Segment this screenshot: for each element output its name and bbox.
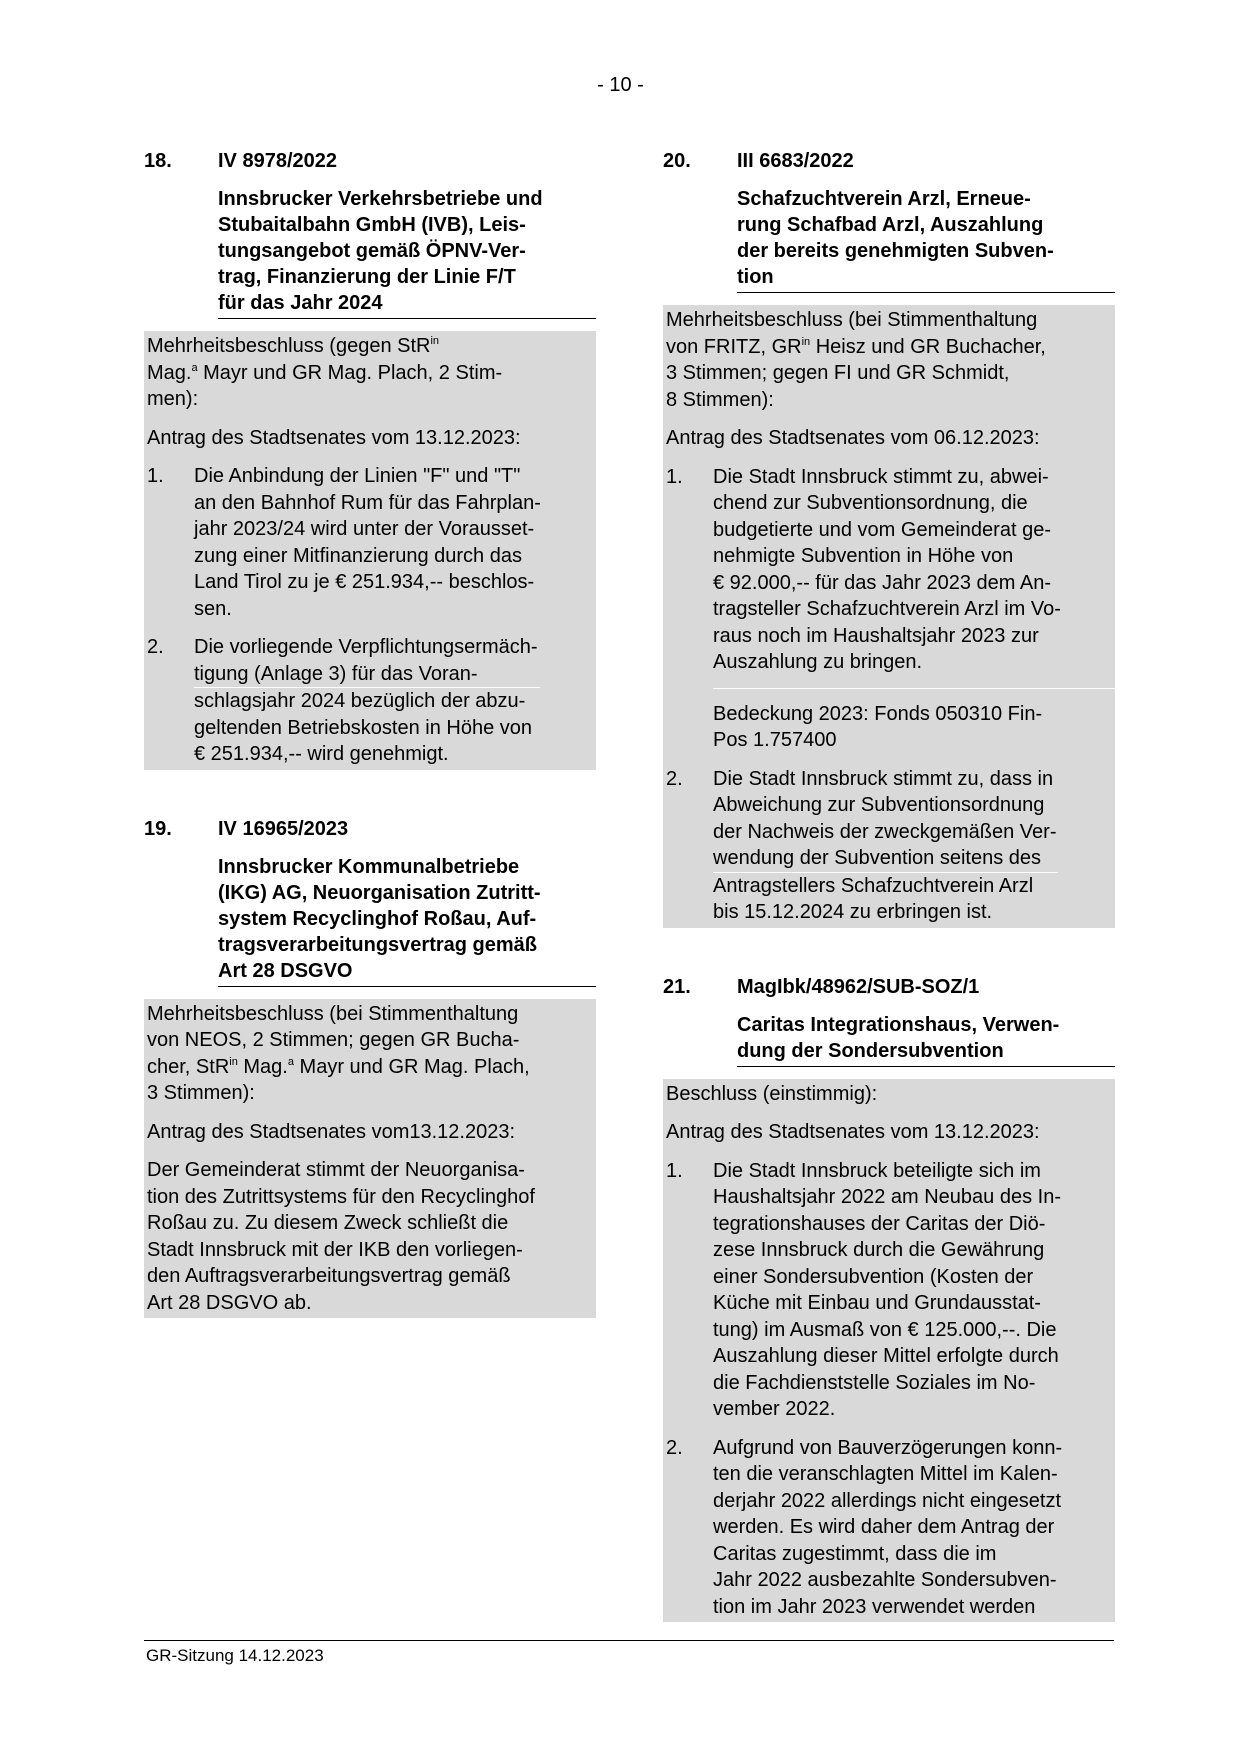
list-item <box>666 766 1113 926</box>
superscript: in <box>801 335 811 348</box>
text-line: Stadt Innsbruck mit der IKB den vorliegen- <box>147 1238 523 1261</box>
title-line: tungsangebot gemäß ÖPNV-Ver- <box>218 240 526 262</box>
antrag-line: Antrag des Stadtsenates vom 06.12.2023: <box>666 427 1040 449</box>
item-number: 20. <box>663 150 691 172</box>
text-line: Die Anbindung der Linien "F" und "T" <box>194 465 521 487</box>
list-number: 1. <box>147 465 164 487</box>
text-line: sen. <box>194 597 232 620</box>
text-line: werden. Es wird daher dem Antrag der <box>713 1516 1055 1538</box>
text-line: Jahr 2022 ausbezahlte Sondersubven- <box>713 1569 1057 1591</box>
footer-text: GR-Sitzung 14.12.2023 <box>146 1646 324 1665</box>
item-title <box>737 1012 1115 1067</box>
text-line: wendung der Subvention seitens des <box>713 847 1042 869</box>
resolution-box <box>663 1079 1115 1623</box>
text-line: nehmigte Subvention in Höhe von <box>713 545 1014 567</box>
text-line: jahr 2023/24 wird unter der Vorausset- <box>194 518 535 540</box>
decision-text <box>666 307 1113 413</box>
resolution-box <box>144 999 596 1319</box>
text-line: bis 15.12.2024 zu erbringen ist. <box>713 901 993 923</box>
title-line: Stubaitalbahn GmbH (IVB), Leis- <box>218 214 526 236</box>
text-line: Die vorliegende Verpflichtungsermäch- <box>194 636 538 658</box>
text-line: Land Tirol zu je € 251.934,-- beschlos- <box>194 571 535 593</box>
item-reference: IV 16965/2023 <box>218 817 349 840</box>
list-item <box>147 463 594 622</box>
item-number: 19. <box>144 817 172 840</box>
text-part: 3 Stimmen; gegen FI und GR Schmidt, <box>666 362 1010 384</box>
item-title <box>218 854 596 987</box>
footer-divider <box>144 1640 1114 1641</box>
title-line: trag, Finanzierung der Linie F/T <box>218 266 516 288</box>
text-line: € 251.934,-- wird genehmigt. <box>194 743 449 765</box>
text-part: 8 Stimmen): <box>666 388 774 411</box>
text-line: Antragstellers Schafzuchtverein Arzl <box>713 874 1034 897</box>
text-line: zung einer Mitfinanzierung durch das <box>194 544 522 567</box>
text-part: Mehrheitsbeschluss (gegen StR <box>147 335 431 357</box>
text-line: € 92.000,-- für das Jahr 2023 dem An- <box>713 571 1051 594</box>
text-line: Der Gemeinderat stimmt der Neuorganisa- <box>147 1159 525 1181</box>
text-part: Heisz und GR Buchacher, <box>810 335 1046 358</box>
item-heading <box>663 974 1115 1000</box>
title-line: rung Schafbad Arzl, Auszahlung <box>737 214 1044 236</box>
list-item <box>666 1158 1113 1423</box>
text-line: tragsteller Schafzuchtverein Arzl im Vo- <box>713 598 1061 620</box>
list-number: 2. <box>666 767 683 790</box>
text-line: an den Bahnhof Rum für das Fahrplan- <box>194 491 541 514</box>
text-line: Caritas zugestimmt, dass die im <box>713 1542 997 1565</box>
item-reference: MagIbk/48962/SUB-SOZ/1 <box>737 975 980 998</box>
title-line: Innsbrucker Kommunalbetriebe <box>218 855 520 878</box>
title-line: Innsbrucker Verkehrsbetriebe und <box>218 188 543 210</box>
title-line: für das Jahr 2024 <box>218 292 383 314</box>
antrag-line: Antrag des Stadtsenates vom 13.12.2023: <box>147 426 521 449</box>
superscript: a <box>191 361 198 374</box>
text-part: Mayr und GR Mag. Plach, 2 Stim- <box>197 361 503 384</box>
page-number: - 10 - <box>597 74 644 96</box>
list-text <box>194 634 538 768</box>
list-text <box>713 464 1061 676</box>
text-line: der Nachweis der zweckgemäßen Ver- <box>713 820 1057 843</box>
text-line: Die Stadt Innsbruck beteiligte sich im <box>713 1159 1041 1182</box>
title-line: Art 28 DSGVO <box>218 959 353 982</box>
resolution-box <box>144 331 596 770</box>
text-line: schlagsjahr 2024 bezüglich der abzu- <box>194 690 526 712</box>
list-item <box>147 634 594 768</box>
text-line: tung) im Ausmaß von € 125.000,--. Die <box>713 1318 1057 1341</box>
item-reference: III 6683/2022 <box>737 150 854 172</box>
resolution-box <box>663 305 1115 928</box>
text-line: tion des Zutrittsystems für den Recyclinghof <box>147 1185 535 1208</box>
text-line: Pos 1.757400 <box>713 729 837 751</box>
superscript: in <box>430 335 440 347</box>
antrag-line: Antrag des Stadtsenates vom 13.12.2023: <box>666 1121 1040 1143</box>
item-heading <box>144 148 596 174</box>
agenda-item-21 <box>663 974 1115 1623</box>
list-item <box>666 464 1113 676</box>
list-text <box>713 766 1056 926</box>
decision-text <box>147 1001 594 1107</box>
text-line: chend zur Subventionsordnung, die <box>713 492 1028 514</box>
text-line: Aufgrund von Bauverzögerungen konn- <box>713 1436 1063 1459</box>
item-number: 18. <box>144 150 172 172</box>
title-line: dung der Sondersubvention <box>737 1039 1004 1062</box>
text-line: Auszahlung dieser Mittel erfolgte durch <box>713 1345 1059 1367</box>
antrag-line: Antrag des Stadtsenates vom13.12.2023: <box>147 1120 516 1143</box>
text-part: 3 Stimmen): <box>147 1082 255 1104</box>
title-line: tragsverarbeitungsvertrag gemäß <box>218 933 538 956</box>
list-text <box>713 1435 1062 1621</box>
right-column <box>663 148 1115 1622</box>
text-line: Art 28 DSGVO ab. <box>147 1291 312 1314</box>
text-part: Mehrheitsbeschluss (bei Stimmenthaltung <box>666 309 1038 331</box>
item-heading <box>663 148 1115 174</box>
list-item <box>666 1435 1113 1621</box>
text-line: tigung (Anlage 3) für das Voran- <box>194 662 478 685</box>
item-number: 21. <box>663 975 691 998</box>
text-line: Die Stadt Innsbruck stimmt zu, abwei- <box>713 465 1049 488</box>
text-line: den Auftragsverarbeitungsvertrag gemäß <box>147 1265 511 1287</box>
list-number: 1. <box>666 465 683 488</box>
agenda-item-19 <box>144 816 596 1319</box>
text-line: raus noch im Haushaltsjahr 2023 zur <box>713 624 1039 647</box>
title-line: tion <box>737 266 774 288</box>
agenda-item-20 <box>663 148 1115 928</box>
text-line: einer Sondersubvention (Kosten der <box>713 1265 1034 1288</box>
item-title <box>218 186 596 319</box>
text-line: tion im Jahr 2023 verwendet werden <box>713 1595 1036 1618</box>
title-line: der bereits genehmigten Subven- <box>737 240 1054 262</box>
list-number: 1. <box>666 1159 683 1182</box>
list-number: 2. <box>147 636 164 658</box>
text-line: Haushaltsjahr 2022 am Neubau des In- <box>713 1186 1061 1208</box>
superscript: a <box>287 1055 294 1068</box>
text-line: Die Stadt Innsbruck stimmt zu, dass in <box>713 767 1054 790</box>
text-line: Roßau zu. Zu diesem Zweck schließt die <box>147 1212 509 1234</box>
agenda-item-18 <box>144 148 596 770</box>
text-line: geltenden Betriebskosten in Höhe von <box>194 716 533 739</box>
decision-text <box>147 333 594 413</box>
list-text <box>713 1158 1061 1423</box>
title-line: Caritas Integrationshaus, Verwen- <box>737 1013 1060 1036</box>
text-part: Mayr und GR Mag. Plach, <box>293 1055 530 1078</box>
item-reference: IV 8978/2022 <box>218 150 337 172</box>
superscript: in <box>229 1055 238 1068</box>
text-part: Mehrheitsbeschluss (bei Stimmenthaltung <box>147 1002 519 1025</box>
text-part: Mag. <box>147 361 192 384</box>
text-line: die Fachdienststelle Soziales im No- <box>713 1371 1036 1394</box>
list-number: 2. <box>666 1436 683 1459</box>
title-line: system Recyclinghof Roßau, Auf- <box>218 907 537 930</box>
bedeckung-text <box>713 701 1113 754</box>
text-line: Bedeckung 2023: Fonds 050310 Fin- <box>713 702 1043 725</box>
text-line: zese Innsbruck durch die Gewährung <box>713 1239 1045 1261</box>
title-line: Schafzuchtverein Arzl, Erneue- <box>737 188 1031 210</box>
decision-text: Beschluss (einstimmig): <box>666 1082 878 1105</box>
text-line: ten die veranschlagten Mittel im Kalen- <box>713 1463 1058 1485</box>
text-part: cher, StR <box>147 1055 230 1078</box>
text-part: men): <box>147 388 199 410</box>
text-line: Auszahlung zu bringen. <box>713 651 923 673</box>
text-part: von NEOS, 2 Stimmen; gegen GR Bucha- <box>147 1029 520 1051</box>
text-line: derjahr 2022 allerdings nicht eingesetzt <box>713 1489 1061 1512</box>
text-line: tegrationshauses der Caritas der Diö- <box>713 1212 1046 1235</box>
text-part: Mag. <box>237 1055 288 1078</box>
divider <box>713 688 1115 689</box>
text-line: budgetierte und vom Gemeinderat ge- <box>713 518 1051 541</box>
text-part: von FRITZ, GR <box>666 335 802 358</box>
title-line: (IKG) AG, Neuorganisation Zutritt- <box>218 881 541 904</box>
resolution-text <box>147 1157 594 1316</box>
item-heading <box>144 816 596 842</box>
text-line: vember 2022. <box>713 1398 836 1420</box>
text-line: Küche mit Einbau und Grundausstat- <box>713 1292 1041 1314</box>
left-column <box>144 148 596 1318</box>
item-title <box>737 186 1115 293</box>
text-line: Abweichung zur Subventionsordnung <box>713 794 1045 816</box>
list-text <box>194 463 541 622</box>
